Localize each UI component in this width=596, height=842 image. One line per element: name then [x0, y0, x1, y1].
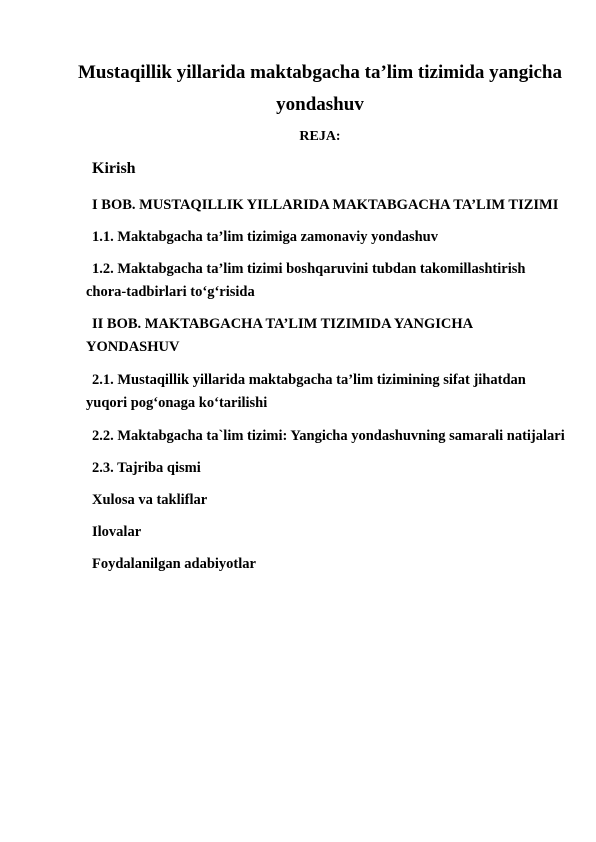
toc-entry-references: Foydalanilgan adabiyotlar	[92, 556, 256, 572]
toc-entry-kirish: Kirish	[92, 160, 136, 177]
plan-heading: REJA:	[299, 129, 341, 144]
toc-entry-section-1-1: 1.1. Maktabgacha ta’lim tizimiga zamonaviy yondashuv	[92, 229, 438, 245]
toc-entry-section-2-1-line-2: yuqori pog‘onaga ko‘tarilishi	[86, 395, 268, 411]
toc-entry-chapter-2-line-1: II BOB. MAKTABGACHA TA’LIM TIZIMIDA YANGICHA	[92, 316, 474, 332]
toc-entry-section-2-2: 2.2. Maktabgacha ta`lim tizimi: Yangicha yondashuvning samarali natijalari	[92, 428, 565, 444]
title-line-1: Mustaqillik yillarida maktabgacha ta’lim tizimida yangicha	[78, 62, 562, 83]
toc-entry-chapter-2-line-2: YONDASHUV	[86, 339, 180, 355]
document-title	[60, 57, 580, 121]
toc-entry-section-1-2-line-2: chora-tadbirlari to‘g‘risida	[86, 284, 255, 300]
toc-entry-appendices: Ilovalar	[92, 524, 142, 540]
toc-entry-chapter-1: I BOB. MUSTAQILLIK YILLARIDA MAKTABGACHA TA’LIM TIZIMI	[92, 197, 559, 213]
toc-entry-section-2-3: 2.3. Tajriba qismi	[92, 460, 201, 476]
title-line-2: yondashuv	[276, 94, 364, 115]
toc-entry-conclusion: Xulosa va takliflar	[92, 492, 208, 508]
toc-entry-section-2-1-line-1: 2.1. Mustaqillik yillarida maktabgacha ta’lim tizimining sifat jihatdan	[92, 372, 526, 388]
toc-entry-section-1-2-line-1: 1.2. Maktabgacha ta’lim tizimi boshqaruvini tubdan takomillashtirish	[92, 261, 526, 277]
